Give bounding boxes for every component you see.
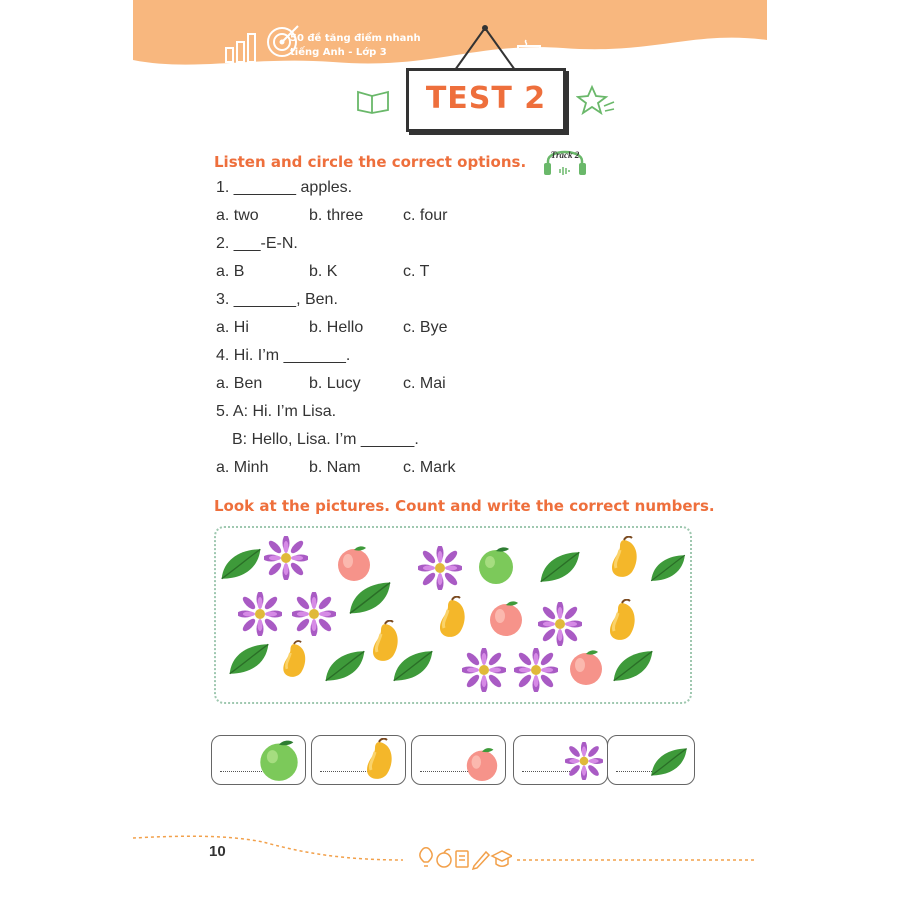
leaf-icon (390, 646, 436, 686)
q4-option-c[interactable]: c. Mai (403, 375, 446, 392)
section1-heading: Listen and circle the correct options. (214, 153, 527, 171)
answer-box-flower[interactable] (513, 735, 608, 785)
guava-icon (476, 545, 516, 585)
peach-icon (566, 646, 606, 686)
answer-blank[interactable] (420, 771, 468, 772)
leaf-icon (610, 646, 656, 686)
question-4: 4. Hi. I’m _______. (216, 347, 351, 364)
peach-icon (334, 542, 374, 582)
q2-option-a[interactable]: a. B (216, 263, 245, 280)
leaf-icon (218, 545, 264, 583)
flower-icon (462, 648, 506, 692)
q2-option-b[interactable]: b. K (309, 263, 338, 280)
q3-option-c[interactable]: c. Bye (403, 319, 448, 336)
question-5-line-2: B: Hello, Lisa. I’m ______. (232, 431, 419, 448)
sign-string (440, 22, 530, 72)
test-sign (406, 68, 566, 132)
track-badge[interactable] (543, 143, 587, 179)
mango-icon (604, 599, 640, 643)
footer-icons (418, 846, 512, 870)
flower-icon (238, 592, 282, 636)
mango-icon (361, 738, 397, 782)
peach-icon (486, 597, 526, 637)
leaf-icon (648, 744, 690, 780)
q1-option-c[interactable]: c. four (403, 207, 448, 224)
q5-option-b[interactable]: b. Nam (309, 459, 361, 476)
flower-icon (538, 602, 582, 646)
flower-icon (514, 648, 558, 692)
answer-box-peach[interactable] (411, 735, 506, 785)
answer-blank[interactable] (522, 771, 570, 772)
leaf-icon (648, 551, 688, 585)
peach-icon (463, 744, 501, 782)
mango-icon (278, 640, 310, 680)
headphones-icon (543, 143, 587, 179)
question-1: 1. _______ apples. (216, 179, 353, 196)
q1-option-a[interactable]: a. two (216, 207, 259, 224)
leaf-icon (346, 578, 394, 618)
leaf-icon (226, 640, 272, 678)
flower-icon (418, 546, 462, 590)
flower-icon (292, 592, 336, 636)
q4-option-b[interactable]: b. Lucy (309, 375, 361, 392)
q2-option-c[interactable]: c. T (403, 263, 430, 280)
series-title (290, 32, 421, 60)
section2-heading: Look at the pictures. Count and write the correct numbers. (214, 497, 715, 515)
leaf-icon (537, 548, 583, 586)
mango-icon (606, 536, 642, 580)
q1-option-b[interactable]: b. three (309, 207, 364, 224)
track-label: Track 2 (550, 150, 580, 160)
bar-chart-icon (222, 30, 262, 64)
guava-icon (257, 738, 301, 782)
q3-option-b[interactable]: b. Hello (309, 319, 364, 336)
book-icon (356, 88, 390, 114)
answer-box-mango[interactable] (311, 735, 406, 785)
q5-option-c[interactable]: c. Mark (403, 459, 456, 476)
page-number: 10 (209, 843, 226, 860)
test-title: TEST 2 (425, 81, 547, 116)
q5-option-a[interactable]: a. Minh (216, 459, 269, 476)
series-line-1: 50 đề tăng điểm nhanh (290, 33, 421, 44)
series-line-2: tiếng Anh - Lớp 3 (290, 47, 387, 58)
question-3: 3. _______, Ben. (216, 291, 338, 308)
answer-box-leaf[interactable] (607, 735, 695, 785)
q4-option-a[interactable]: a. Ben (216, 375, 263, 392)
leaf-icon (322, 646, 368, 686)
question-2: 2. ___-E-N. (216, 235, 298, 252)
flower-icon (264, 536, 308, 580)
mango-icon (434, 596, 470, 640)
q3-option-a[interactable]: a. Hi (216, 319, 249, 336)
question-5: 5. A: Hi. I’m Lisa. (216, 403, 337, 420)
flower-icon (565, 742, 603, 780)
answer-box-guava[interactable] (211, 735, 306, 785)
star-icon (576, 84, 616, 118)
